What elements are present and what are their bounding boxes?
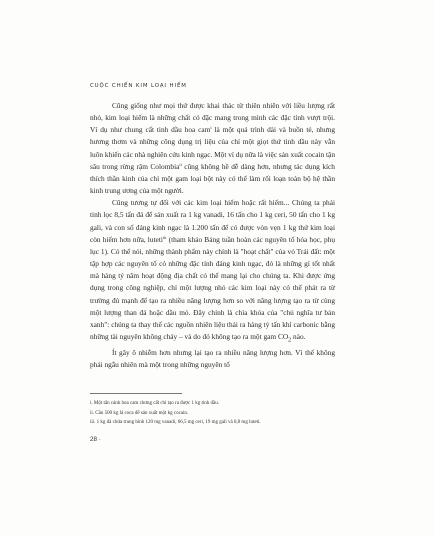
body-text [90, 100, 335, 371]
footnote-ii: ii. Cần 500 kg lá coca để sản xuất một kg cocain. [90, 410, 189, 416]
footnote-divider [90, 393, 182, 394]
paragraph-1-text-cont: là một quá trình dài và buồn tẻ, nhưng hương thơm và những công dụng trị liệu của chỉ một giọt thứ tinh dầu này vẫn luôn khiến các nhà nghiên cứu kinh ngạc. Một ví dụ nữa là việc sản xuất cocain tận sâu trong rừng rậm Colombia [90, 125, 335, 171]
paragraph-1-text-end: cũng không hề dễ dàng hơn, nhưng tác dụng kích thích thần kinh của chỉ một gam loại bột này có thể làm rối loạn toàn bộ hệ thần kinh trung ương của một người. [90, 161, 335, 196]
footnote-ref-i[interactable]: i [210, 125, 212, 131]
footnote-ref-ii[interactable]: ii [179, 161, 182, 167]
co2-subscript: 2 [288, 337, 292, 344]
paragraph-1 [90, 100, 335, 197]
paragraph-2 [90, 197, 335, 346]
footnote-iii: iii. 1 kg đá chứa trung bình 120 mg vanadi, 66,5 mg ceri, 19 mg gali và 0,8 mg luteti. [90, 420, 261, 426]
page-number: 28 · [90, 436, 101, 443]
paragraph-1-text: Cũng giống như mọi thứ được khai thác từ thiên nhiên với liều lượng rất nhỏ, kim loại hiếm là những chất có đặc mang trong mình các đặc tính vượt trội. Ví dụ như chung cất tinh dầu hoa cam [90, 101, 335, 135]
footnote-i: i. Một tấn cánh hoa cam chưng cất chỉ tạo ra được 1 kg tinh dầu. [90, 401, 219, 406]
footnote-ref-iii[interactable]: iii [162, 234, 167, 240]
footnotes [90, 399, 350, 428]
paragraph-2-text-end: nào. [291, 331, 306, 341]
running-header: CUỘC CHIẾN KIM LOẠI HIẾM [90, 83, 187, 89]
paragraph-3: Ít gây ô nhiễm hơn nhưng lại tạo ra nhiều năng lượng hơn. Vì thế không phải ngẫu nhiên mà một trong những nguyên tố [90, 347, 335, 369]
paragraph-2-text-cont: (tham khảo Bảng tuần hoàn các nguyên tố hóa học, phụ lục 1). Có thể nói, những thành phẩm này chính là "hoạt chất" của vỏ Trái đất: một tập hợp các nguyên tố có những đặc tính đáng kinh ngạc, đó là những gì tốt nhất mà hàng tỷ năm hoạt động địa chất có thể mang lại cho chúng ta. Khi được ứng dụng trong công nghiệp, chỉ một lượng nhỏ các kim loại này có thể phát ra từ trường đủ mạnh để tạo ra nhiều năng lượng hơn so với năng lượng tạo ra từ cùng một lượng than đá hoặc dầu mỏ. Đây chính là chìa khóa của "chủ nghĩa tư bản xanh": chúng ta thay thế các nguồn nhiên liệu thải ra hàng tỷ tấn khí carbonic bằng những tài nguyên không cháy – và do đó không tạo ra một gam CO [90, 234, 335, 341]
paragraph-2-text: Cũng tương tự đối với các kim loại hiếm hoặc rất hiếm... Chúng ta phải tinh lọc 8,5 tấn đá để sản xuất ra 1 kg vanadi, 16 tấn cho 1 kg ceri, 50 tấn cho 1 kg gali, và con số đáng kinh ngạc là 1.200 tấn để có được vỏn vẹn 1 kg thứ kim loại còn hiếm hơn nữa, luteti [90, 198, 335, 244]
